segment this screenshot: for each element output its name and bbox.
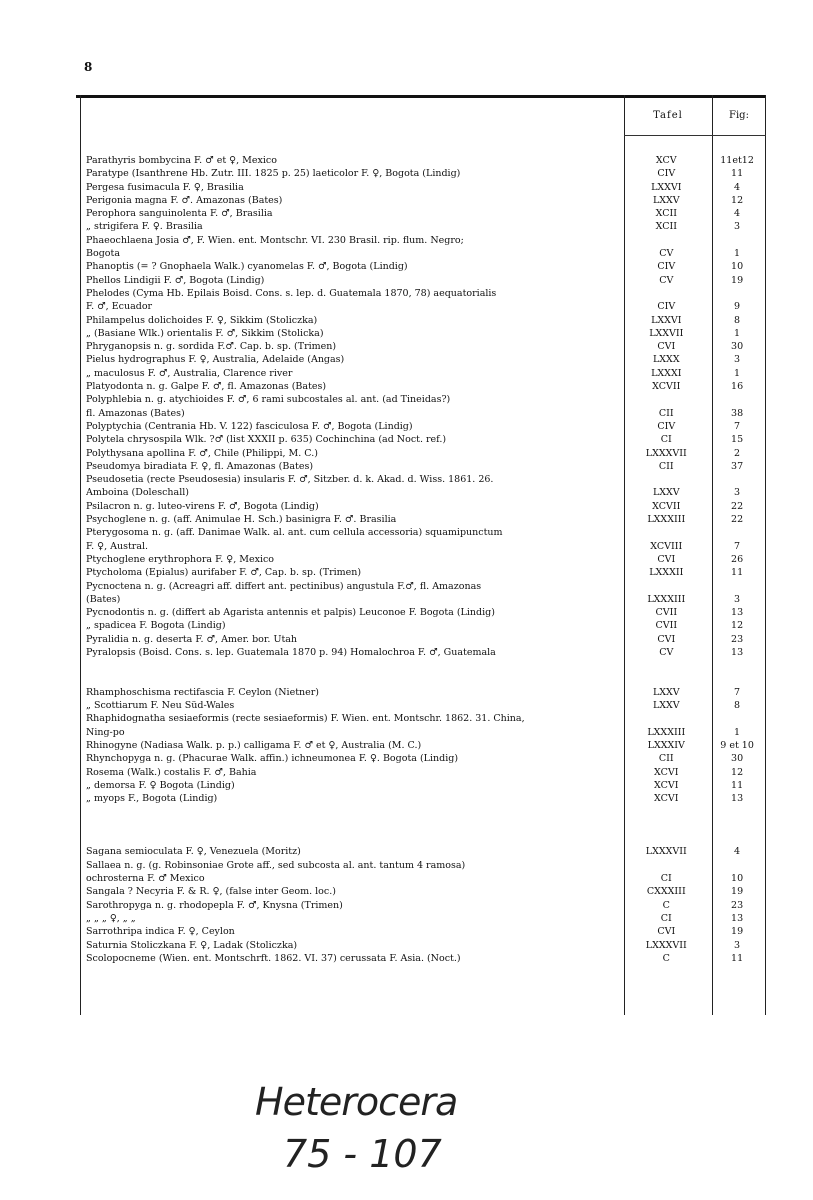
entry-tafel: LXXX xyxy=(652,354,680,366)
table-row xyxy=(86,885,764,898)
entry-tafel: LXXXVII xyxy=(645,939,687,951)
index-table xyxy=(76,95,766,1015)
table-row xyxy=(86,167,764,180)
entry-text: „ Scottiarum F. Neu Süd-Wales xyxy=(86,700,235,712)
entry-fig: 2 xyxy=(734,447,741,459)
entry-text: Perophora sanguinolenta F. ♂, Brasilia xyxy=(86,208,273,220)
entry-fig: 22 xyxy=(731,500,744,512)
table-row xyxy=(86,872,764,885)
entry-fig: 1 xyxy=(734,248,741,260)
table-row xyxy=(86,447,764,460)
table-row xyxy=(86,845,764,858)
table-row xyxy=(86,420,764,433)
entry-fig: 19 xyxy=(731,926,744,938)
entry-fig: 1 xyxy=(734,367,741,379)
entry-tafel: CVII xyxy=(655,620,678,632)
entry-fig: 38 xyxy=(731,407,744,419)
entry-tafel: LXXXII xyxy=(649,567,684,579)
entry-tafel: C xyxy=(662,899,670,911)
entry-fig: 11 xyxy=(731,567,744,579)
entry-text: Pseudomya biradiata F. ♀, fl. Amazonas (Bates) xyxy=(86,460,314,472)
entry-tafel: LXXV xyxy=(652,686,680,698)
table-row xyxy=(86,407,764,420)
table-row xyxy=(86,766,764,779)
left-border xyxy=(80,95,81,1015)
table-row xyxy=(86,340,764,353)
table-row xyxy=(86,619,764,632)
entry-fig: 19 xyxy=(731,274,744,286)
entry-fig: 9 et 10 xyxy=(720,740,754,752)
entry-fig: 8 xyxy=(734,314,741,326)
entry-tafel: CII xyxy=(658,753,674,765)
table-row xyxy=(86,234,764,247)
entry-text: Polyptychia (Centrania Hb. V. 122) fasciculosa F. ♂, Bogota (Lindig) xyxy=(86,420,413,432)
entry-text: (Bates) xyxy=(86,593,121,605)
entry-text: Ptycholoma (Epialus) aurifaber F. ♂, Cap. b. sp. (Trimen) xyxy=(86,567,362,579)
table-row xyxy=(86,925,764,938)
entry-tafel: CIV xyxy=(657,168,676,180)
entry-text: „ myops F., Bogota (Lindig) xyxy=(86,793,218,805)
table-row xyxy=(86,553,764,566)
entry-tafel: XCVI xyxy=(654,779,679,791)
right-border xyxy=(765,95,766,1015)
entry-text: Polyphlebia n. g. atychioides F. ♂, 6 rami subcostales al. ant. (ad Tineidas?) xyxy=(86,394,451,406)
table-row xyxy=(86,367,764,380)
table-row xyxy=(86,460,764,473)
entry-fig: 11 xyxy=(731,168,744,180)
entry-fig: 30 xyxy=(731,753,744,765)
page-number: 8 xyxy=(84,60,93,74)
entry-text: Sarothropyga n. g. rhodopepla F. ♂, Knysna (Trimen) xyxy=(86,899,343,911)
entry-fig: 7 xyxy=(734,686,741,698)
table-row xyxy=(86,433,764,446)
entry-fig: 12 xyxy=(731,194,744,206)
table-row xyxy=(86,566,764,579)
entry-tafel: LXXV xyxy=(652,487,680,499)
entry-text: Polytela chrysospila Wlk. ?♂ (list XXXII p. 635) Cochinchina (ad Noct. ref.) xyxy=(86,434,447,446)
entry-tafel: XCII xyxy=(655,208,677,220)
table-row xyxy=(86,673,764,686)
table-row xyxy=(86,939,764,952)
entry-tafel: CII xyxy=(658,460,674,472)
entry-text: ochrosterna F. ♂ Mexico xyxy=(86,873,205,885)
entry-text: Phryganopsis n. g. sordida F.♂. Cap. b. sp. (Trimen) xyxy=(86,341,337,353)
table-row xyxy=(86,380,764,393)
entry-text: Bogota xyxy=(86,248,120,260)
entry-tafel: CV xyxy=(659,646,674,658)
entry-fig: 13 xyxy=(731,912,744,924)
table-row xyxy=(86,859,764,872)
table-row xyxy=(86,513,764,526)
entry-fig: 13 xyxy=(731,646,744,658)
entry-text: Platyodonta n. g. Galpe F. ♂, fl. Amazonas (Bates) xyxy=(86,381,327,393)
entry-fig: 3 xyxy=(734,487,741,499)
entry-tafel: CIV xyxy=(657,301,676,313)
entry-tafel: LXXXIII xyxy=(647,593,686,605)
entry-tafel: CI xyxy=(660,434,672,446)
entry-text: Phellos Lindigii F. ♂, Bogota (Lindig) xyxy=(86,274,265,286)
entry-text: F. ♀, Austral. xyxy=(86,540,149,552)
table-row xyxy=(86,274,764,287)
entry-fig: 3 xyxy=(734,221,741,233)
entry-fig: 8 xyxy=(734,700,741,712)
entry-fig: 11et12 xyxy=(720,155,754,166)
entry-text: Paratype (Isanthrene Hb. Zutr. III. 1825 p. 25) laeticolor F. ♀, Bogota (Lindig) xyxy=(86,168,461,180)
handwritten-note-line1: Heterocera xyxy=(255,1080,458,1124)
entry-fig: 3 xyxy=(734,939,741,951)
entry-fig: 16 xyxy=(731,381,744,393)
entry-fig: 12 xyxy=(731,620,744,632)
entry-fig: 11 xyxy=(731,952,744,964)
table-row xyxy=(86,300,764,313)
entry-text: Rosema (Walk.) costalis F. ♂, Bahia xyxy=(86,766,257,778)
entry-fig: 15 xyxy=(731,434,744,446)
entry-tafel: CXXXIII xyxy=(646,886,686,898)
entry-text: Sarrothripa indica F. ♀, Ceylon xyxy=(86,926,235,938)
entry-fig: 19 xyxy=(731,886,744,898)
tafel-header: Tafel xyxy=(653,110,683,121)
entry-fig: 13 xyxy=(731,793,744,805)
entry-text: Phelodes (Cyma Hb. Epilais Boisd. Cons. s. lep. d. Guatemala 1870, 78) aequatorialis xyxy=(86,287,497,299)
entry-text: fl. Amazonas (Bates) xyxy=(86,407,185,419)
entry-tafel: CV xyxy=(659,248,674,260)
table-row xyxy=(86,473,764,486)
table-row xyxy=(86,327,764,340)
table-row xyxy=(86,659,764,672)
table-row xyxy=(86,686,764,699)
table-row xyxy=(86,540,764,553)
entry-tafel: CI xyxy=(660,912,672,924)
table-row xyxy=(86,779,764,792)
entry-text: Sagana semioculata F. ♀, Venezuela (Moritz) xyxy=(86,846,301,858)
entry-tafel: LXXXVII xyxy=(645,846,687,858)
entry-tafel: CVI xyxy=(657,553,676,565)
entry-fig: 3 xyxy=(734,354,741,366)
table-row xyxy=(86,832,764,845)
entry-tafel: CVI xyxy=(657,633,676,645)
table-row xyxy=(86,194,764,207)
entry-text: Rhamphoschisma rectifascia F. Ceylon (Nietner) xyxy=(86,686,320,698)
table-row xyxy=(86,699,764,712)
entry-tafel: XCVIII xyxy=(650,540,683,552)
entry-fig: 4 xyxy=(734,181,741,193)
entry-text: Rhynchopyga n. g. (Phacurae Walk. affin.) ichneumonea F. ♀. Bogota (Lindig) xyxy=(86,753,459,765)
entry-fig: 9 xyxy=(734,301,741,313)
entry-text: Pycnodontis n. g. (differt ab Agarista antennis et palpis) Leuconoe F. Bogota (Lindig) xyxy=(86,607,495,619)
entry-tafel: CIV xyxy=(657,261,676,273)
entry-tafel: LXXVI xyxy=(651,181,682,193)
entry-text: „ maculosus F. ♂, Australia, Clarence river xyxy=(86,367,293,379)
entry-fig: 12 xyxy=(731,766,744,778)
entry-tafel: XCII xyxy=(655,221,677,233)
entry-tafel: XCV xyxy=(655,155,677,166)
entry-fig: 23 xyxy=(731,633,744,645)
entry-tafel: LXXXIV xyxy=(647,740,685,752)
table-row xyxy=(86,726,764,739)
table-row xyxy=(86,287,764,300)
entry-text: Ptychoglene erythrophora F. ♀, Mexico xyxy=(86,553,275,565)
entry-fig: 1 xyxy=(734,327,741,339)
table-row xyxy=(86,752,764,765)
entry-fig: 30 xyxy=(731,341,744,353)
entry-tafel: CV xyxy=(659,274,674,286)
entry-tafel: LXXXIII xyxy=(647,726,686,738)
entry-fig: 22 xyxy=(731,514,744,526)
entry-fig: 26 xyxy=(731,553,744,565)
entry-text: Philampelus dolichoides F. ♀, Sikkim (Stoliczka) xyxy=(86,314,318,326)
entry-text: „ (Basiane Wlk.) orientalis F. ♂, Sikkim (Stolicka) xyxy=(86,327,324,339)
entry-tafel: LXXXI xyxy=(651,367,682,379)
entry-text: Sallaea n. g. (g. Robinsoniae Grote aff., sed subcosta al. ant. tantum 4 ramosa) xyxy=(86,859,466,871)
entry-fig: 10 xyxy=(731,873,744,885)
table-row xyxy=(86,526,764,539)
table-row xyxy=(86,353,764,366)
entry-tafel: C xyxy=(662,952,670,964)
entry-text: Phaeochlaena Josia ♂, F. Wien. ent. Montschr. VI. 230 Brasil. rip. flum. Negro; xyxy=(86,234,464,246)
table-row xyxy=(86,819,764,832)
entry-fig: 7 xyxy=(734,420,741,432)
entry-tafel: XCVII xyxy=(652,500,681,512)
entry-text: Pyralopsis (Boisd. Cons. s. lep. Guatemala 1870 p. 94) Homalochroa F. ♂, Guatemala xyxy=(86,646,496,658)
table-row xyxy=(86,181,764,194)
entry-fig: 11 xyxy=(731,779,744,791)
entry-text: Pielus hydrographus F. ♀, Australia, Adelaide (Angas) xyxy=(86,354,345,366)
fig-header: Fig: xyxy=(729,110,749,121)
handwritten-note-line2: 75 - 107 xyxy=(283,1132,442,1176)
entry-text: Polythysana apollina F. ♂, Chile (Philippi, M. C.) xyxy=(86,447,318,459)
entry-text: Saturnia Stoliczkana F. ♀, Ladak (Stoliczka) xyxy=(86,939,298,951)
entry-text: Perigonia magna F. ♂. Amazonas (Bates) xyxy=(86,194,283,206)
entry-tafel: XCVI xyxy=(654,766,679,778)
table-top-rule xyxy=(76,95,766,98)
entry-text: Pycnoctena n. g. (Acreagri aff. differt ant. pectinibus) angustula F.♂, fl. Amazonas xyxy=(86,580,482,592)
table-row xyxy=(86,500,764,513)
entry-text: Psilacron n. g. luteo-virens F. ♂, Bogota (Lindig) xyxy=(86,500,319,512)
table-row xyxy=(86,260,764,273)
table-row xyxy=(86,712,764,725)
entry-text: Scolopocneme (Wien. ent. Montschrft. 1862. VI. 37) cerussata F. Asia. (Noct.) xyxy=(86,952,461,964)
entry-fig: 37 xyxy=(731,460,744,472)
table-row xyxy=(86,593,764,606)
table-row xyxy=(86,606,764,619)
entry-text: „ spadicea F. Bogota (Lindig) xyxy=(86,620,226,632)
entry-fig: 10 xyxy=(731,261,744,273)
entry-list xyxy=(86,154,764,965)
entry-fig: 4 xyxy=(734,208,741,220)
entry-tafel: LXXXVII xyxy=(645,447,687,459)
entry-tafel: CVI xyxy=(657,926,676,938)
entry-fig: 23 xyxy=(731,899,744,911)
table-row xyxy=(86,792,764,805)
table-row xyxy=(86,912,764,925)
entry-tafel: CVI xyxy=(657,341,676,353)
table-row xyxy=(86,220,764,233)
entry-tafel: CII xyxy=(658,407,674,419)
table-row xyxy=(86,646,764,659)
entry-text: F. ♂, Ecuador xyxy=(86,301,153,313)
table-row xyxy=(86,314,764,327)
entry-tafel: LXXXIII xyxy=(647,514,686,526)
entry-text: Pterygosoma n. g. (aff. Danimae Walk. al. ant. cum cellula accessoria) squamipunctum xyxy=(86,527,503,539)
entry-text: Sangala ? Necyria F. & R. ♀, (false inter Geom. loc.) xyxy=(86,886,336,898)
table-row xyxy=(86,899,764,912)
entry-tafel: CIV xyxy=(657,420,676,432)
entry-text: Rhaphidognatha sesiaeformis (recte sesiaeformis) F. Wien. ent. Montschr. 1862. 31. China, xyxy=(86,713,525,725)
table-row xyxy=(86,247,764,260)
entry-text: Amboina (Doleschall) xyxy=(86,487,189,499)
table-row xyxy=(86,952,764,965)
entry-text: Psychoglene n. g. (aff. Animulae H. Sch.) basinigra F. ♂. Brasilia xyxy=(86,514,397,526)
entry-text: „ demorsa F. ♀ Bogota (Lindig) xyxy=(86,779,235,791)
entry-text: Parathyris bombycina F. ♂ et ♀, Mexico xyxy=(86,155,277,166)
entry-fig: 7 xyxy=(734,540,741,552)
table-row xyxy=(86,486,764,499)
header-rule xyxy=(624,135,766,136)
table-row xyxy=(86,633,764,646)
table-row xyxy=(86,393,764,406)
entry-text: Phanoptis (= ? Gnophaela Walk.) cyanomelas F. ♂, Bogota (Lindig) xyxy=(86,261,408,273)
entry-text: Ning-po xyxy=(86,726,125,738)
entry-fig: 1 xyxy=(734,726,741,738)
entry-fig: 3 xyxy=(734,593,741,605)
entry-text: Pergesa fusimacula F. ♀, Brasilia xyxy=(86,181,244,193)
entry-tafel: LXXV xyxy=(652,700,680,712)
entry-fig: 13 xyxy=(731,607,744,619)
entry-tafel: CVII xyxy=(655,607,678,619)
table-row xyxy=(86,207,764,220)
entry-text: „ „ „ ♀, „ „ xyxy=(86,912,136,924)
table-row xyxy=(86,154,764,167)
entry-text: Rhinogyne (Nadiasa Walk. p. p.) calligama F. ♂ et ♀, Australia (M. C.) xyxy=(86,740,422,752)
entry-tafel: LXXVII xyxy=(649,327,684,339)
entry-text: „ strigifera F. ♀. Brasilia xyxy=(86,221,203,233)
entry-fig: 4 xyxy=(734,846,741,858)
entry-tafel: LXXV xyxy=(652,194,680,206)
table-row xyxy=(86,580,764,593)
entry-tafel: XCVI xyxy=(654,793,679,805)
entry-text: Pseudosetia (recte Pseudosesia) insularis F. ♂, Sitzber. d. k. Akad. d. Wiss. 1861. 26. xyxy=(86,474,494,486)
entry-tafel: XCVII xyxy=(652,381,681,393)
entry-tafel: LXXVI xyxy=(651,314,682,326)
table-row xyxy=(86,806,764,819)
table-row xyxy=(86,739,764,752)
entry-text: Pyralidia n. g. deserta F. ♂, Amer. bor. Utah xyxy=(86,633,298,645)
entry-tafel: CI xyxy=(660,873,672,885)
